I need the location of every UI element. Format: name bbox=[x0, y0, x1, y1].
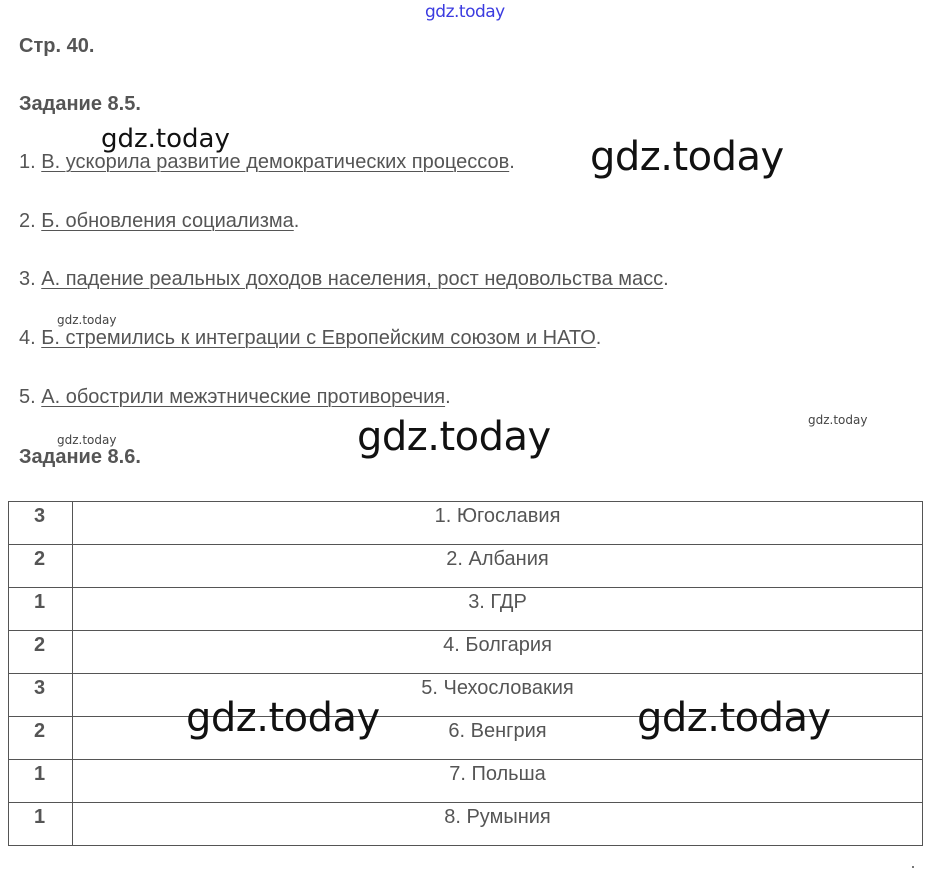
row-country: 5. Чехословакия bbox=[73, 674, 923, 717]
watermark-logo: gdz.today bbox=[186, 695, 380, 741]
row-country: 7. Польша bbox=[73, 760, 923, 803]
row-value: 3 bbox=[9, 502, 73, 545]
answer-table bbox=[8, 501, 923, 846]
row-value: 1 bbox=[9, 588, 73, 631]
row-country: 3. ГДР bbox=[73, 588, 923, 631]
table-row bbox=[9, 545, 923, 588]
row-country: 4. Болгария bbox=[73, 631, 923, 674]
watermark-logo: gdz.today bbox=[590, 134, 784, 180]
watermark-logo: gdz.today bbox=[101, 124, 230, 154]
table-row bbox=[9, 588, 923, 631]
watermark-logo: gdz.today bbox=[57, 433, 117, 447]
answer-end: . bbox=[663, 268, 669, 290]
row-country: 1. Югославия bbox=[73, 502, 923, 545]
watermark-logo: gdz.today bbox=[357, 414, 551, 460]
answer-text: Б. стремились к интеграции с Европейским союзом и НАТО bbox=[41, 327, 596, 349]
answer-4 bbox=[19, 327, 601, 350]
watermark-logo-top: gdz.today bbox=[425, 2, 505, 22]
watermark-logo: gdz.today bbox=[808, 413, 868, 427]
row-value: 3 bbox=[9, 674, 73, 717]
answer-end: . bbox=[293, 210, 300, 232]
watermark-logo: gdz.today bbox=[57, 313, 117, 327]
answer-2 bbox=[19, 210, 299, 233]
row-value: 2 bbox=[9, 545, 73, 588]
answer-end: . bbox=[595, 327, 602, 349]
speck bbox=[912, 866, 914, 868]
answer-3 bbox=[19, 268, 669, 291]
answer-number: 4. bbox=[19, 327, 36, 349]
answer-5 bbox=[19, 386, 451, 409]
answer-number: 2. bbox=[19, 210, 36, 232]
answer-text: Б. обновления социализма bbox=[41, 210, 294, 232]
table-row bbox=[9, 803, 923, 846]
row-value: 1 bbox=[9, 803, 73, 846]
answer-number: 3. bbox=[19, 268, 36, 290]
table-row bbox=[9, 502, 923, 545]
watermark-logo: gdz.today bbox=[637, 695, 831, 741]
row-country: 2. Албания bbox=[73, 545, 923, 588]
row-country: 8. Румыния bbox=[73, 803, 923, 846]
table-row bbox=[9, 760, 923, 803]
row-value: 2 bbox=[9, 631, 73, 674]
answer-end: . bbox=[509, 151, 515, 173]
answer-text: А. обострили межэтнические противоречия bbox=[41, 386, 446, 408]
answer-number: 5. bbox=[19, 386, 36, 408]
table-row bbox=[9, 631, 923, 674]
page-label: Стр. 40. bbox=[19, 35, 95, 57]
task-8-5-title: Задание 8.5. bbox=[19, 93, 141, 115]
row-value: 1 bbox=[9, 760, 73, 803]
answer-1 bbox=[19, 151, 515, 174]
answer-text: В. ускорила развитие демократических процессов bbox=[41, 151, 510, 173]
answer-text: А. падение реальных доходов населения, рост недовольства масс bbox=[41, 268, 664, 290]
row-country: 6. Венгрия bbox=[73, 717, 923, 760]
row-value: 2 bbox=[9, 717, 73, 760]
answer-end: . bbox=[445, 386, 451, 408]
answer-number: 1. bbox=[19, 151, 36, 173]
task-8-6-title: Задание 8.6. bbox=[19, 446, 141, 468]
